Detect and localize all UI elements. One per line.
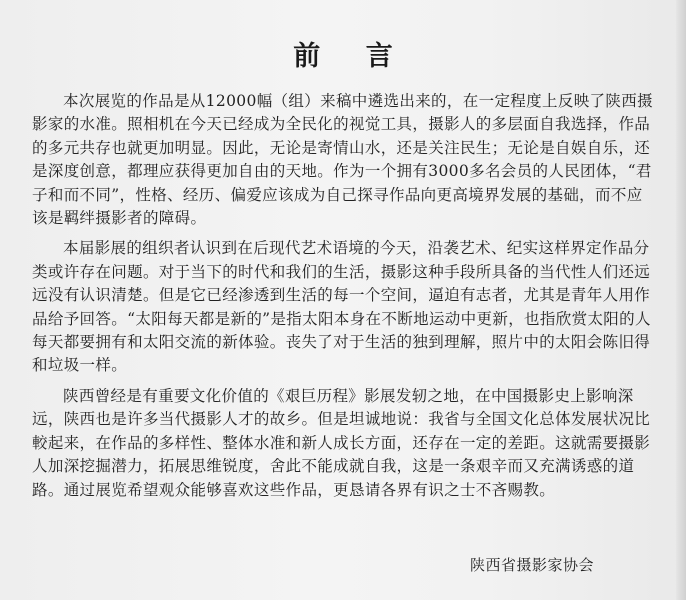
paragraph-1: 本次展览的作品是从12000幅（组）来稿中遴选出来的，在一定程度上反映了陕西摄影家的水准。照相机在今天已经成为全民化的视觉工具，摄影人的多层面自我选择，作品的多元共存也就更加明显。因此，无论是寄情山水，还是关注民生；无论是自娱自乐，还是深度创意，都理应获得更加自由的天地。作为一个拥有3000多名会员的人民团体，“君子和而不同”，性格、经历、偏爱应该成为自己探寻作品向更高境界发展的基础，而不应该是羁绊摄影者的障碍。	[32, 92, 653, 228]
preface-body	[32, 90, 656, 509]
signature: 陕西省摄影家协会	[470, 556, 595, 574]
paragraph-3: 陕西曾经是有重要文化价值的《艰巨历程》影展发轫之地，在中国摄影史上影响深远，陕西也是许多当代摄影人才的故乡。但是坦诚地说：我省与全国文化总体发展状况比較起来，在作品的多样性、整体水准和新人成长方面，还存在一定的差距。这就需要摄影人加深挖掘潜力，拓展思维锐度，舍此不能成就自我，这是一条艰辛而又充满诱惑的道路。通过展览希望观众能够喜欢这些作品，更恳请各界有识之士不吝赐教。	[32, 386, 651, 499]
page-title: 前 言	[293, 41, 411, 72]
paragraph-2: 本届影展的组织者认识到在后现代艺术语境的今天，沿袭艺术、纪实这样界定作品分类或许存在问题。对于当下的时代和我们的生活，摄影这种手段所具备的当代性人们还远远没有认识清楚。但是它已经渗透到生活的每一个空间，逼迫有志者，尤其是青年人用作品给予回答。“太阳每天都是新的”是指太阳本身在不断地运动中更新，也指欣赏太阳的人每天都要拥有和太阳交流的新体验。丧失了对于生活的独到理解，照片中的太阳会陈旧得和垃圾一样。	[32, 239, 651, 375]
panel-edge-shadow	[676, 0, 686, 600]
